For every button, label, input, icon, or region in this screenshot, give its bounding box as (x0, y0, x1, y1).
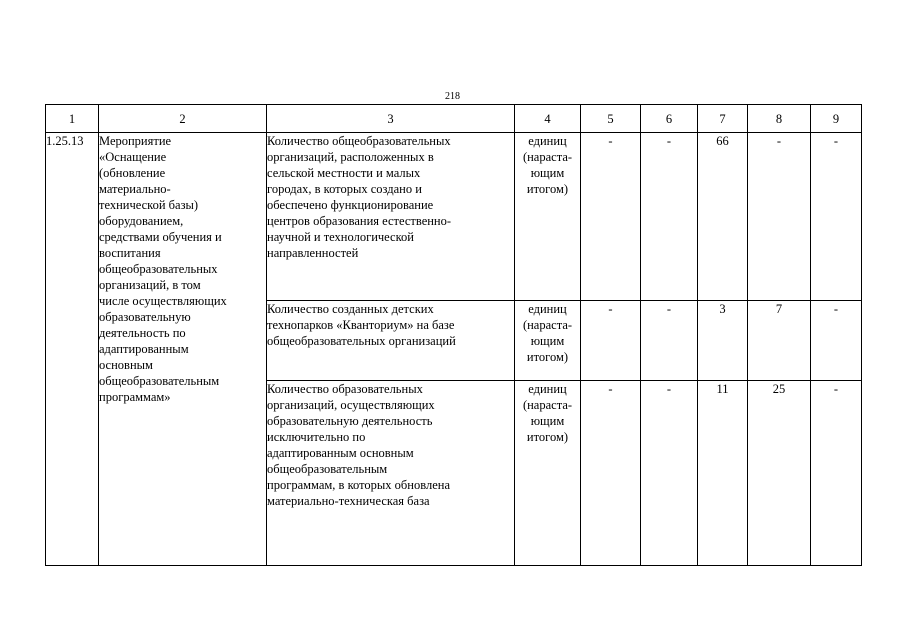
event-name-line: воспитания (99, 246, 161, 260)
indicator-line: адаптированным основным (267, 446, 414, 460)
unit-line: ющим (530, 414, 565, 428)
indicator-line: обеспечено функционирование (267, 198, 434, 212)
header-cell-7: 7 (698, 105, 748, 133)
unit-line: единиц (528, 302, 567, 316)
indicator-line: общеобразовательным (267, 462, 388, 476)
value-cell-6: - (641, 301, 698, 381)
unit-cell (515, 133, 581, 301)
unit-line: (нараста- (522, 398, 573, 412)
unit-line: итогом) (526, 430, 569, 444)
header-cell-3: 3 (267, 105, 515, 133)
value-cell-6: - (641, 133, 698, 301)
event-name-line: технической базы) (99, 198, 199, 212)
indicator-line: исключительно по (267, 430, 366, 444)
value-cell-6: - (641, 381, 698, 566)
event-name-line: деятельность по (99, 326, 186, 340)
header-cell-5: 5 (581, 105, 641, 133)
event-name-line: оборудованием, (99, 214, 184, 228)
event-name-line: адаптированным (99, 342, 189, 356)
event-name-line: образовательную (99, 310, 191, 324)
event-name (99, 133, 267, 566)
header-cell-9: 9 (811, 105, 862, 133)
indicator-cell (267, 133, 515, 301)
event-name-line: материально- (99, 182, 171, 196)
value-cell-9: - (811, 381, 862, 566)
indicator-line: организаций, расположенных в (267, 150, 434, 164)
value-cell-5: - (581, 381, 641, 566)
event-name-line: основным (99, 358, 153, 372)
event-name-line: программам» (99, 390, 171, 404)
table-header-row (46, 105, 862, 133)
header-cell-6: 6 (641, 105, 698, 133)
unit-cell (515, 381, 581, 566)
value-cell-8: 25 (748, 381, 811, 566)
event-name-line: средствами обучения и (99, 230, 222, 244)
value-cell-9: - (811, 133, 862, 301)
event-name-line: общеобразовательных (99, 262, 218, 276)
unit-line: итогом) (526, 350, 569, 364)
table-row (46, 133, 862, 301)
indicators-table (45, 104, 862, 566)
indicator-line: программам, в которых обновлена (267, 478, 450, 492)
event-name-line: Мероприятие (99, 134, 172, 148)
indicator-line: образовательную деятельность (267, 414, 433, 428)
event-name-line: числе осуществляющих (99, 294, 227, 308)
unit-line: единиц (528, 382, 567, 396)
unit-line: ющим (530, 334, 565, 348)
header-cell-4: 4 (515, 105, 581, 133)
unit-line: единиц (528, 134, 567, 148)
unit-line: ющим (530, 166, 565, 180)
value-cell-5: - (581, 133, 641, 301)
indicator-cell (267, 381, 515, 566)
value-cell-7: 66 (698, 133, 748, 301)
value-cell-7: 3 (698, 301, 748, 381)
page-number: 218 (445, 91, 460, 102)
event-name-line: «Оснащение (99, 150, 167, 164)
unit-cell (515, 301, 581, 381)
indicator-line: городах, в которых создано и (267, 182, 422, 196)
header-cell-1: 1 (46, 105, 99, 133)
indicator-line: Количество созданных детских (267, 302, 434, 316)
event-name-line: (обновление (99, 166, 166, 180)
event-number: 1.25.13 (46, 133, 99, 566)
indicator-line: направленностей (267, 246, 359, 260)
unit-line: (нараста- (522, 318, 573, 332)
value-cell-7: 11 (698, 381, 748, 566)
indicator-line: организаций, осуществляющих (267, 398, 435, 412)
indicator-line: центров образования естественно- (267, 214, 452, 228)
indicator-line: Количество образовательных (267, 382, 423, 396)
unit-line: (нараста- (522, 150, 573, 164)
event-name-line: организаций, в том (99, 278, 201, 292)
indicator-line: Количество общеобразовательных (267, 134, 451, 148)
value-cell-5: - (581, 301, 641, 381)
value-cell-8: - (748, 133, 811, 301)
header-cell-2: 2 (99, 105, 267, 133)
indicator-cell (267, 301, 515, 381)
indicator-line: общеобразовательных организаций (267, 334, 456, 348)
event-name-line: общеобразовательным (99, 374, 220, 388)
unit-line: итогом) (526, 182, 569, 196)
header-cell-8: 8 (748, 105, 811, 133)
indicator-line: сельской местности и малых (267, 166, 421, 180)
indicator-line: материально-техническая база (267, 494, 430, 508)
indicator-line: научной и технологической (267, 230, 414, 244)
value-cell-8: 7 (748, 301, 811, 381)
indicator-line: технопарков «Кванториум» на базе (267, 318, 455, 332)
value-cell-9: - (811, 301, 862, 381)
